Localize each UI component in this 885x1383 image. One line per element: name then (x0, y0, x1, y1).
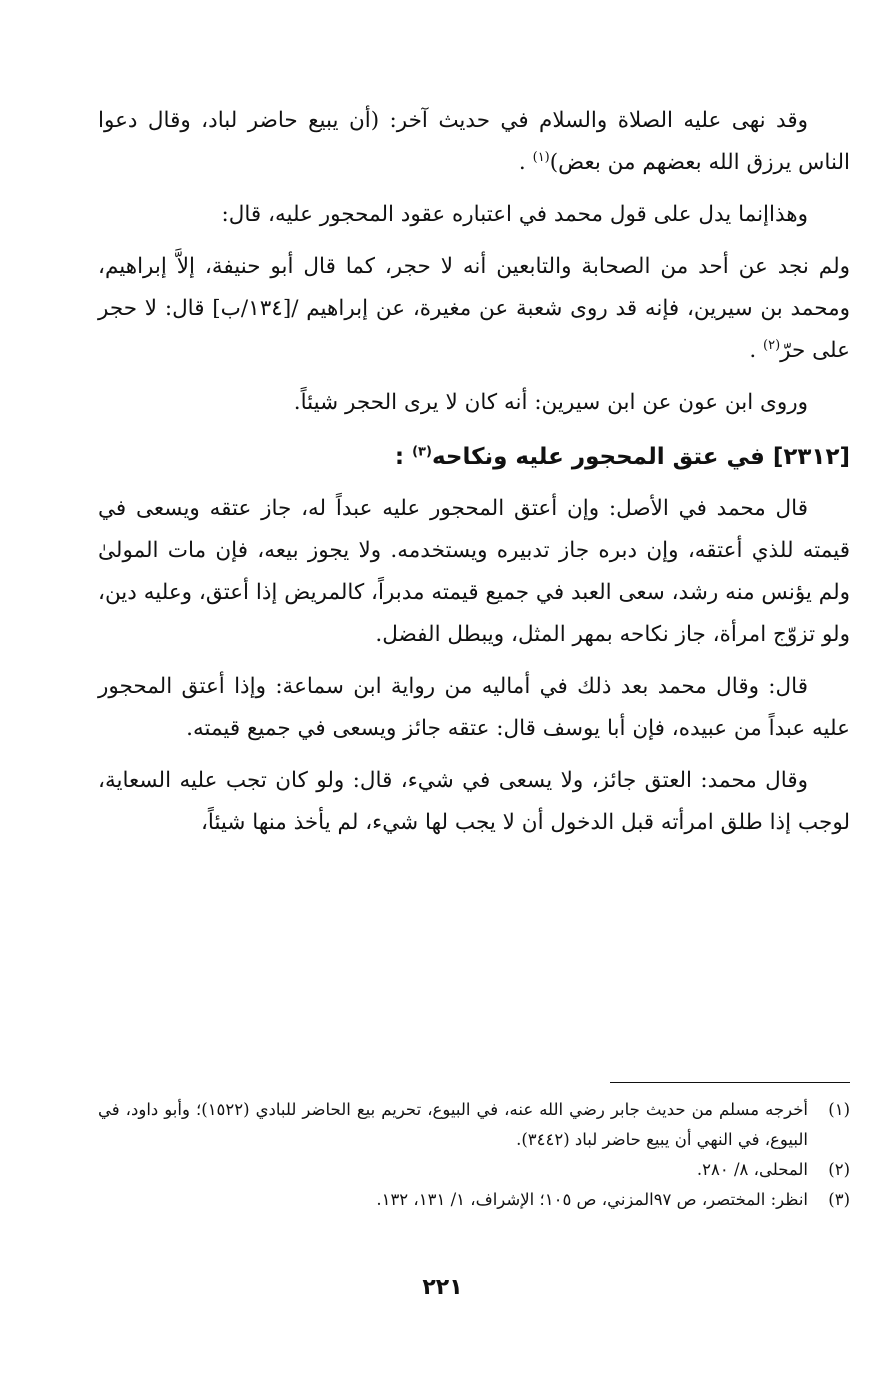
footnote-ref-1[interactable]: (١) (532, 149, 550, 165)
footnote-number: (٣) (828, 1190, 850, 1209)
footnotes (98, 1095, 850, 1215)
section-number: [٢٣١٢] (772, 444, 850, 470)
paragraph-3: ولم نجد عن أحد من الصحابة والتابعين أنه لا حجر، كما قال أبو حنيفة، إلاَّ إبراهيم، ومحمد بن سيرين، فإنه قد روى شعبة عن مغيرة، عن إبراهيم /[١٣٤/ب] قال: لا حجر على حرّ$^{(٢)}$ . (98, 254, 850, 363)
section-title: في عتق المحجور عليه ونكاحه (431, 444, 765, 470)
main-text (98, 100, 850, 854)
paragraph-4: وروى ابن عون عن ابن سيرين: أنه كان لا يرى الحجر شيئاً. (293, 390, 808, 415)
footnote-text: أخرجه مسلم من حديث جابر رضي الله عنه، في البيوع، تحريم بيع الحاضر للبادي (١٥٢٢)؛ وأبو داود، في البيوع، في النهي أن يبيع حاضر لباد (٣٤٤٢). (98, 1100, 808, 1149)
footnote-3 (98, 1185, 850, 1215)
footnote-1 (98, 1095, 850, 1155)
paragraph-1: وقد نهى عليه الصلاة والسلام في حديث آخر: (أن يبيع حاضر لباد، وقال دعوا الناس يرزق الله بعضهم من بعض)$^{(١)}$ . (98, 108, 850, 175)
section-heading: [٢٣١٢] في عتق المحجور عليه ونكاحه$^{(٣)}$ : (394, 444, 850, 470)
footnote-ref-3[interactable]: (٣) (412, 444, 432, 460)
paragraph-2: وهذاإنما يدل على قول محمد في اعتباره عقود المحجور عليه، قال: (221, 202, 808, 227)
paragraph-6: قال: وقال محمد بعد ذلك في أماليه من رواية ابن سماعة: وإذا أعتق المحجور عليه عبداً من عبيده، فإن أبا يوسف قال: عتقه جائز ويسعى في جميع قيمته. (98, 674, 850, 741)
footnote-ref-2[interactable]: (٢) (763, 337, 781, 353)
page-number: ٢٢١ (422, 1275, 463, 1300)
footnote-number: (٢) (828, 1160, 850, 1179)
paragraph-5: قال محمد في الأصل: وإن أعتق المحجور عليه عبداً له، جاز عتقه ويسعى في قيمته للذي أعتقه، وإن دبره جاز تدبيره ويستخدمه. ولا يجوز بيعه، فإن مات المولىٰ ولم يؤنس منه رشد، سعى العبد في جميع قيمته مدبراً، كالمريض إذا أعتق، وعليه دين، ولو تزوّج امرأة، جاز نكاحه بمهر المثل، ويبطل الفضل. (98, 496, 850, 647)
footnote-divider (610, 1082, 850, 1083)
footnote-number: (١) (828, 1100, 850, 1119)
footnote-text: انظر: المختصر، ص ٩٧المزني، ص ١٠٥؛ الإشراف، ١/ ١٣١، ١٣٢. (376, 1190, 808, 1209)
footnote-text: المحلى، ٨/ ٢٨٠. (696, 1160, 808, 1179)
footnote-2 (98, 1155, 850, 1185)
paragraph-7: وقال محمد: العتق جائز، ولا يسعى في شيء، قال: ولو كان تجب عليه السعاية، لوجب إذا طلق امرأته قبل الدخول أن لا يجب لها شيء، لم يأخذ منها شيئاً، (98, 768, 850, 835)
